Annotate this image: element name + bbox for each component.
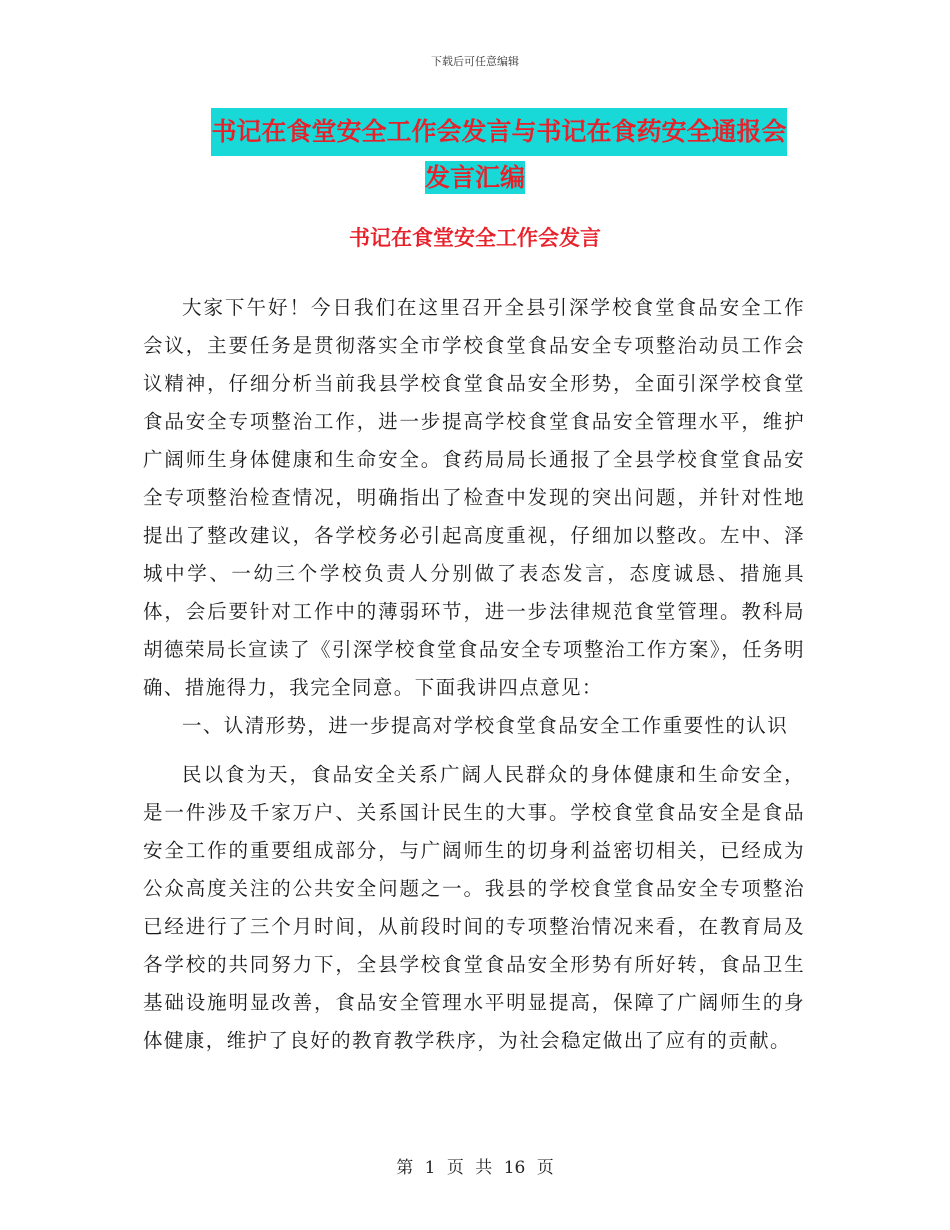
- document-body: [143, 289, 805, 1060]
- paragraph-intro: 大家下午好！今日我们在这里召开全县引深学校食堂食品安全工作会议，主要任务是贯彻落实全市学校食堂食品安全专项整治动员工作会议精神，仔细分析当前我县学校食堂食品安全形势，全面引深学校食堂食品安全专项整治工作，进一步提高学校食堂食品安全管理水平，维护广阔师生身体健康和生命安全。食药局局长通报了全县学校食堂食品安全专项整治检查情况，明确指出了检查中发现的突出问题，并针对性地提出了整改建议，各学校务必引起高度重视，仔细加以整改。左中、泽城中学、一幼三个学校负责人分别做了表态发言，态度诚恳、措施具体，会后要针对工作中的薄弱环节，进一步法律规范食堂管理。教科局胡德荣局长宣读了《引深学校食堂食品安全专项整治工作方案》，任务明确、措施得力，我完全同意。下面我讲四点意见：: [143, 296, 805, 699]
- section-title: 书记在食堂安全工作会发言: [349, 226, 601, 250]
- document-title-line-2: 发言汇编: [424, 163, 525, 192]
- page-number: 第 1 页 共 16 页: [396, 1158, 554, 1178]
- paragraph-situation: 民以食为天，食品安全关系广阔人民群众的身体健康和生命安全，是一件涉及千家万户、关系国计民生的大事。学校食堂食品安全是食品安全工作的重要组成部分，与广阔师生的切身利益密切相关，已经成为公众高度关注的公共安全问题之一。我县的学校食堂食品安全专项整治已经进行了三个月时间，从前段时间的专项整治情况来看，在教育局及各学校的共同努力下，全县学校食堂食品安全形势有所好转，食品卫生基础设施明显改善，食品安全管理水平明显提高，保障了广阔师生的身体健康，维护了良好的教育教学秩序，为社会稳定做出了应有的贡献。: [143, 763, 805, 1052]
- document-title: [0, 108, 950, 200]
- document-title-line-1: 书记在食堂安全工作会发言与书记在食药安全通报会: [211, 108, 786, 156]
- paragraph-heading-1: 一、认清形势，进一步提高对学校食堂食品安全工作重要性的认识: [182, 714, 789, 737]
- header-note: 下载后可任意编辑: [431, 55, 519, 68]
